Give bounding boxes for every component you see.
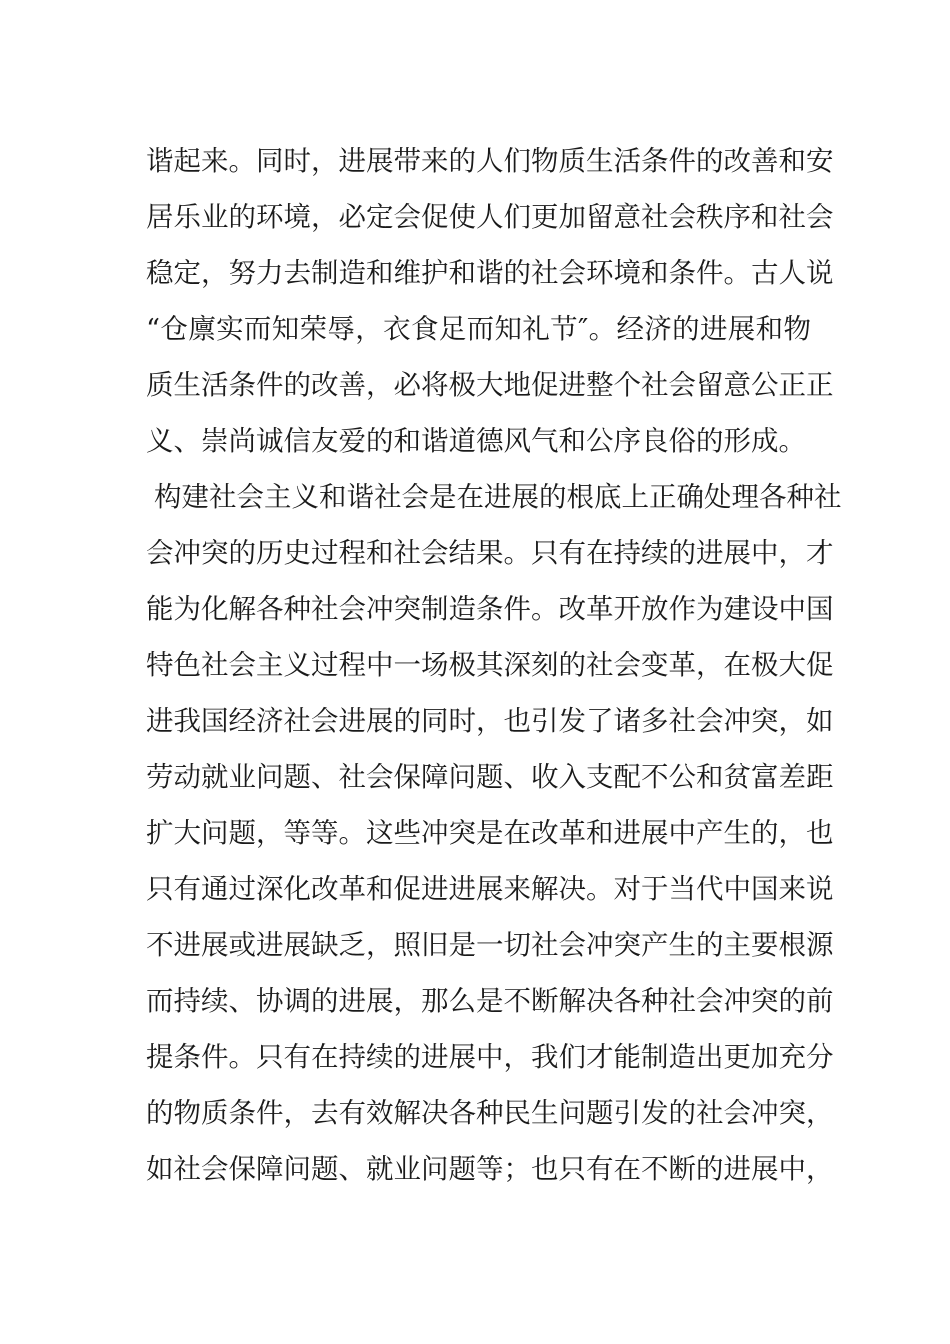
text-line: 而持续、协调的进展，那么是不断解决各种社会冲突的前: [146, 985, 834, 1017]
text-line: 劳动就业问题、社会保障问题、收入支配不公和贫富差距: [146, 761, 834, 793]
text-line: 扩大问题，等等。这些冲突是在改革和进展中产生的，也: [146, 817, 834, 849]
text-line: 进我国经济社会进展的同时，也引发了诸多社会冲突，如: [146, 705, 834, 737]
text-line: 构建社会主义和谐社会是在进展的根底上正确处理各种社: [154, 481, 842, 513]
text-line: 如社会保障问题、就业问题等；也只有在不断的进展中，: [146, 1153, 834, 1185]
paragraph-2: [146, 469, 842, 1197]
text-line: 能为化解各种社会冲突制造条件。改革开放作为建设中国: [146, 593, 834, 625]
text-line: 义、崇尚诚信友爱的和谐道德风气和公序良俗的形成。: [146, 425, 806, 457]
text-line: 特色社会主义过程中一场极其深刻的社会变革，在极大促: [146, 649, 834, 681]
paragraph-1: [146, 133, 834, 469]
text-line: 的物质条件，去有效解决各种民生问题引发的社会冲突，: [146, 1097, 834, 1129]
text-line: 稳定，努力去制造和维护和谐的社会环境和条件。古人说: [146, 257, 834, 289]
text-line: 会冲突的历史过程和社会结果。只有在持续的进展中，才: [146, 537, 834, 569]
text-line: 不进展或进展缺乏，照旧是一切社会冲突产生的主要根源: [146, 929, 834, 961]
text-line: 提条件。只有在持续的进展中，我们才能制造出更加充分: [146, 1041, 834, 1073]
body-text: [146, 133, 842, 1197]
text-line: “仓廪实而知荣辱，衣食足而知礼节″。经济的进展和物: [146, 313, 811, 345]
text-line: 居乐业的环境，必定会促使人们更加留意社会秩序和社会: [146, 201, 834, 233]
text-line: 谐起来。同时，进展带来的人们物质生活条件的改善和安: [146, 145, 834, 177]
text-line: 质生活条件的改善，必将极大地促进整个社会留意公正正: [146, 369, 834, 401]
text-line: 只有通过深化改革和促进进展来解决。对于当代中国来说: [146, 873, 834, 905]
